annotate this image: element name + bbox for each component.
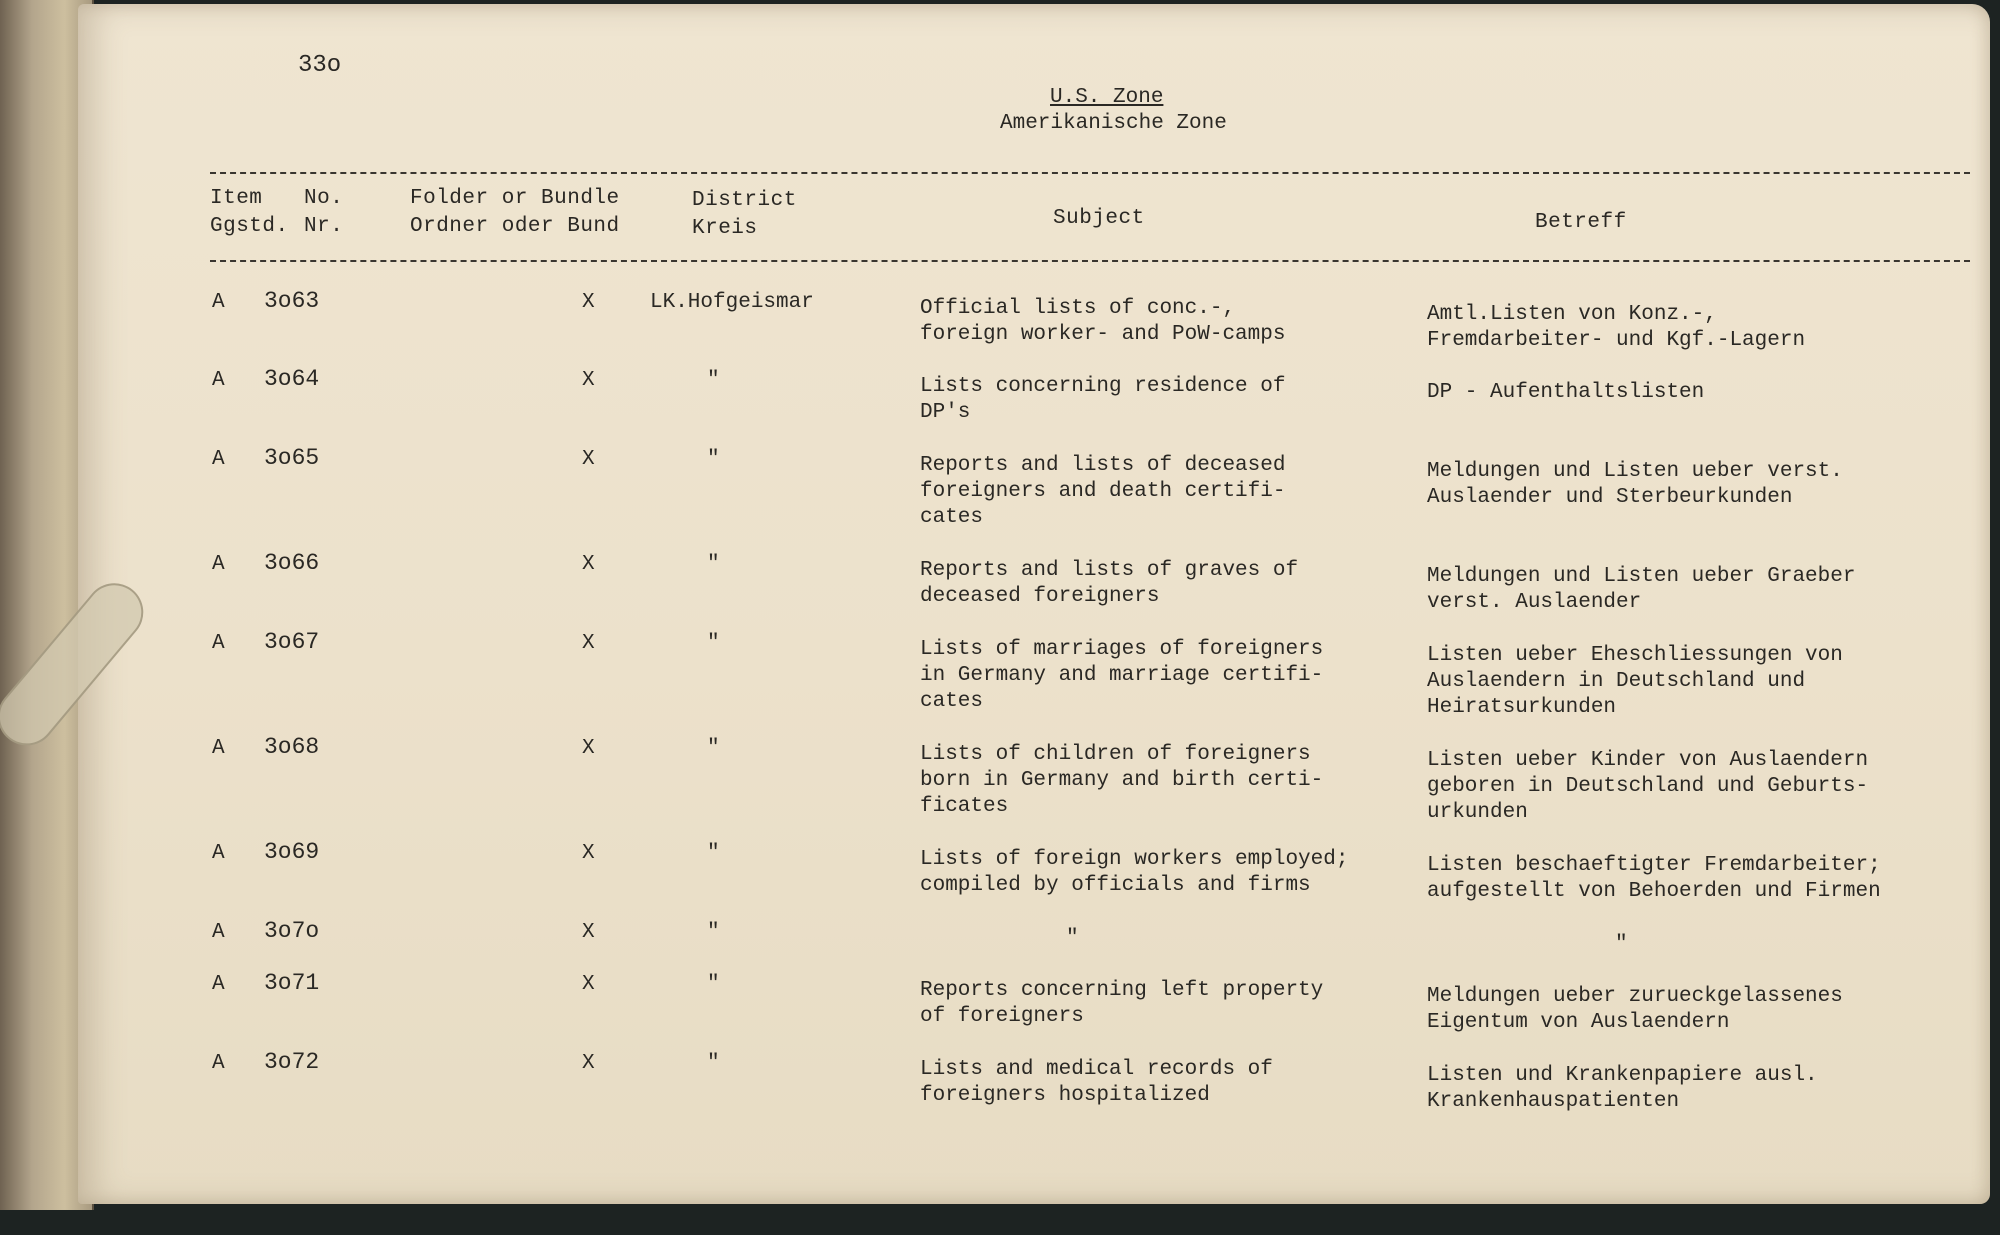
row-number: 3o67 <box>264 629 320 655</box>
row-folder: X <box>582 632 595 655</box>
page-number: 33o <box>298 52 342 79</box>
header-district: District <box>692 189 797 212</box>
row-subject-line: foreign worker- and PoW-camps <box>920 323 1286 346</box>
row-item: A <box>212 632 225 655</box>
row-subject-line: Lists of children of foreigners <box>920 743 1311 766</box>
row-district: " <box>707 632 720 655</box>
row-district: " <box>707 448 720 471</box>
header-no-de: Nr. <box>304 215 344 238</box>
row-subject-line: born in Germany and birth certi- <box>920 769 1324 792</box>
row-betreff-line: urkunden <box>1427 801 1528 824</box>
row-betreff-line: Auslaender und Sterbeurkunden <box>1427 486 1793 509</box>
row-subject-line: Reports concerning left property <box>920 979 1324 1002</box>
row-number: 3o68 <box>264 734 320 760</box>
row-item: A <box>212 737 225 760</box>
row-number: 3o72 <box>264 1049 320 1075</box>
row-subject-line: " <box>1066 927 1079 950</box>
row-district: " <box>707 369 720 392</box>
row-subject-line: in Germany and marriage certifi- <box>920 664 1324 687</box>
row-subject-line: Lists of foreign workers employed; <box>920 848 1349 871</box>
row-district: " <box>707 973 720 996</box>
row-betreff-line: DP - Aufenthaltslisten <box>1427 381 1705 404</box>
row-number: 3o63 <box>264 288 320 314</box>
row-betreff-line: Auslaendern in Deutschland und <box>1427 670 1806 693</box>
header-top-rule <box>210 172 1970 174</box>
row-subject-line: Reports and lists of deceased <box>920 454 1286 477</box>
row-subject-line: ficates <box>920 795 1009 818</box>
row-subject-line: Lists of marriages of foreigners <box>920 638 1324 661</box>
row-item: A <box>212 553 225 576</box>
row-district: " <box>707 842 720 865</box>
header-folder: Folder or Bundle <box>410 187 620 210</box>
header-district-de: Kreis <box>692 217 758 240</box>
row-item: A <box>212 921 225 944</box>
row-folder: X <box>582 448 595 471</box>
row-betreff-line: Listen ueber Eheschliessungen von <box>1427 644 1843 667</box>
row-subject-line: Reports and lists of graves of <box>920 559 1299 582</box>
header-bottom-rule <box>210 260 1970 262</box>
row-subject-line: Lists concerning residence of <box>920 375 1286 398</box>
zone-subtitle: Amerikanische Zone <box>1000 112 1227 135</box>
header-no: No. <box>304 187 344 210</box>
row-folder: X <box>582 842 595 865</box>
row-subject-line: DP's <box>920 401 971 424</box>
row-district: " <box>707 553 720 576</box>
row-folder: X <box>582 369 595 392</box>
row-betreff-line: Amtl.Listen von Konz.-, <box>1427 303 1717 326</box>
row-betreff-line: Listen und Krankenpapiere ausl. <box>1427 1064 1818 1087</box>
row-subject-line: foreigners and death certifi- <box>920 480 1286 503</box>
row-subject-line: of foreigners <box>920 1005 1084 1028</box>
row-subject-line: cates <box>920 690 984 713</box>
row-item: A <box>212 1052 225 1075</box>
row-item: A <box>212 973 225 996</box>
row-betreff-line: Meldungen und Listen ueber verst. <box>1427 460 1843 483</box>
row-number: 3o71 <box>264 970 320 996</box>
row-folder: X <box>582 291 595 314</box>
row-number: 3o69 <box>264 839 320 865</box>
row-betreff-line: Meldungen und Listen ueber Graeber <box>1427 565 1856 588</box>
row-betreff-line: aufgestellt von Behoerden und Firmen <box>1427 880 1881 903</box>
row-folder: X <box>582 1052 595 1075</box>
row-betreff-line: Listen beschaeftigter Fremdarbeiter; <box>1427 854 1881 877</box>
row-item: A <box>212 842 225 865</box>
header-subject: Subject <box>1053 207 1145 230</box>
header-item-de: Ggstd. <box>210 215 289 238</box>
row-item: A <box>212 448 225 471</box>
row-subject-line: Lists and medical records of <box>920 1058 1273 1081</box>
row-folder: X <box>582 737 595 760</box>
row-betreff-line: geboren in Deutschland und Geburts- <box>1427 775 1869 798</box>
row-betreff-line: Krankenhauspatienten <box>1427 1090 1680 1113</box>
row-subject-line: deceased foreigners <box>920 585 1160 608</box>
row-subject-line: compiled by officials and firms <box>920 874 1311 897</box>
row-subject-line: cates <box>920 506 984 529</box>
header-item: Item <box>210 187 263 210</box>
row-district: " <box>707 1052 720 1075</box>
row-folder: X <box>582 973 595 996</box>
row-number: 3o65 <box>264 445 320 471</box>
row-betreff-line: Heiratsurkunden <box>1427 696 1617 719</box>
row-district: " <box>707 737 720 760</box>
row-betreff-line: Fremdarbeiter- und Kgf.-Lagern <box>1427 329 1806 352</box>
row-betreff-line: Meldungen ueber zurueckgelassenes <box>1427 985 1843 1008</box>
row-subject-line: Official lists of conc.-, <box>920 297 1236 320</box>
row-folder: X <box>582 921 595 944</box>
row-betreff-line: verst. Auslaender <box>1427 591 1642 614</box>
row-betreff-line: Listen ueber Kinder von Auslaendern <box>1427 749 1869 772</box>
row-district: " <box>707 921 720 944</box>
row-folder: X <box>582 553 595 576</box>
row-number: 3o66 <box>264 550 320 576</box>
row-betreff-line: " <box>1615 933 1628 956</box>
zone-title: U.S. Zone <box>1050 86 1164 109</box>
row-subject-line: foreigners hospitalized <box>920 1084 1210 1107</box>
row-district: LK.Hofgeismar <box>650 291 814 314</box>
header-folder-de: Ordner oder Bund <box>410 215 620 238</box>
row-betreff-line: Eigentum von Auslaendern <box>1427 1011 1730 1034</box>
row-number: 3o7o <box>264 918 320 944</box>
header-betreff: Betreff <box>1535 211 1627 234</box>
row-item: A <box>212 369 225 392</box>
row-item: A <box>212 291 225 314</box>
row-number: 3o64 <box>264 366 320 392</box>
